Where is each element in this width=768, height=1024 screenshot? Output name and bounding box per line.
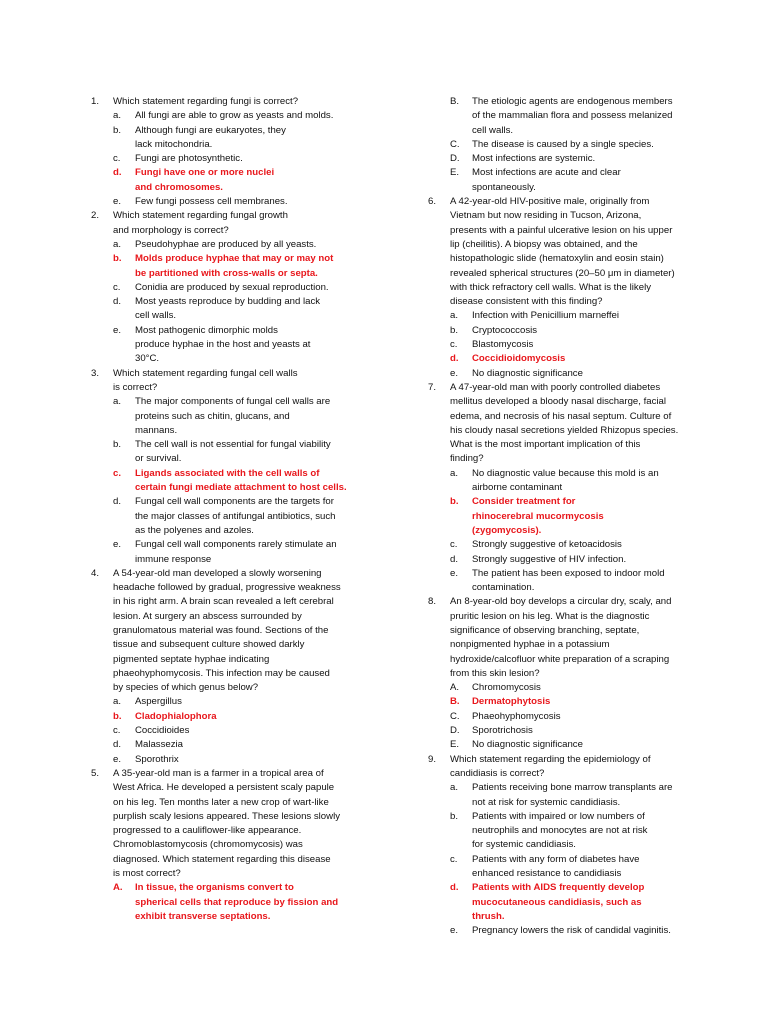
option-text: The cell wall is not essential for fungal viability or survival. xyxy=(135,439,331,465)
option-text: Chromomycosis xyxy=(472,682,541,694)
question-item xyxy=(91,95,359,209)
option-text: Fungal cell wall components are the targets for the major classes of antifungal antibiotics, such as the polyenes and azoles. xyxy=(135,496,336,536)
option-letter: c. xyxy=(113,467,122,479)
option-letter: e. xyxy=(450,925,459,937)
option-text: Fungi are photosynthetic. xyxy=(135,153,243,165)
option-text: Consider treatment for rhinocerebral mucormycosis (zygomycosis). xyxy=(472,496,604,536)
answer-option xyxy=(450,567,696,596)
answer-option xyxy=(450,553,696,567)
answer-option xyxy=(113,238,359,252)
answer-option-correct xyxy=(450,352,696,366)
answer-option-correct xyxy=(113,710,359,724)
answer-option xyxy=(450,781,696,810)
option-letter: b. xyxy=(113,253,122,265)
option-list xyxy=(450,95,696,195)
option-text: Aspergillus xyxy=(135,696,182,708)
option-text: The patient has been exposed to indoor mold contamination. xyxy=(472,567,665,594)
question-item xyxy=(428,95,696,195)
option-letter: a. xyxy=(113,696,122,708)
option-letter: a. xyxy=(113,238,122,250)
option-text: No diagnostic significance xyxy=(472,367,583,379)
option-letter: b. xyxy=(450,496,459,508)
answer-option xyxy=(113,753,359,767)
option-list xyxy=(450,467,696,596)
answer-option-correct xyxy=(113,166,359,195)
answer-option-correct xyxy=(450,881,696,924)
option-text: Most infections are acute and clear spontaneously. xyxy=(472,167,621,193)
option-list xyxy=(113,695,359,766)
question-item xyxy=(91,767,359,924)
option-text: Most infections are systemic. xyxy=(472,153,596,165)
option-text: Most yeasts reproduce by budding and lack cell walls. xyxy=(135,296,321,322)
answer-option-correct xyxy=(113,252,359,281)
option-letter: b. xyxy=(113,439,122,451)
answer-option xyxy=(113,395,359,438)
option-letter: C. xyxy=(450,138,460,150)
option-letter: C. xyxy=(450,710,460,722)
answer-option xyxy=(450,338,696,352)
option-text: Malassezia xyxy=(135,739,183,751)
question-item xyxy=(428,195,696,381)
option-letter: a. xyxy=(450,310,459,322)
option-list xyxy=(113,238,359,367)
option-text: Although fungi are eukaryotes, they lack mitochondria. xyxy=(135,124,286,150)
option-letter: e. xyxy=(113,196,122,208)
option-letter: B. xyxy=(450,96,460,107)
option-text: Cladophialophora xyxy=(135,710,217,722)
option-text: Sporotrichosis xyxy=(472,725,533,737)
option-letter: e. xyxy=(113,324,122,336)
question-number: 8. xyxy=(428,596,437,608)
option-list xyxy=(113,109,359,209)
answer-option xyxy=(450,710,696,724)
option-list xyxy=(450,781,696,938)
answer-option xyxy=(450,138,696,152)
question-number: 5. xyxy=(91,767,100,779)
option-list xyxy=(113,881,359,924)
option-letter: c. xyxy=(450,539,458,551)
option-text: Sporothrix xyxy=(135,753,179,765)
option-letter: a. xyxy=(450,782,459,794)
option-letter: D. xyxy=(450,153,460,165)
option-letter: a. xyxy=(450,467,459,479)
answer-option-correct xyxy=(113,467,359,496)
option-letter: E. xyxy=(450,739,460,751)
answer-option xyxy=(113,295,359,324)
question-number: 9. xyxy=(428,753,437,765)
answer-option xyxy=(113,124,359,153)
answer-option xyxy=(113,195,359,209)
option-letter: e. xyxy=(113,539,122,551)
option-text: No diagnostic value because this mold is an airborne contaminant xyxy=(472,467,659,494)
question-stem: Which statement regarding fungal cell walls is correct? xyxy=(113,367,298,393)
answer-option-correct xyxy=(450,495,696,538)
option-text: The major components of fungal cell walls are proteins such as chitin, glucans, and mannans. xyxy=(135,396,331,436)
question-stem: A 54-year-old man developed a slowly worsening headache followed by gradual, progressive weakness in his right arm. A brain scan revealed a left cerebral lesion. At surgery an abscess surrounded by granulomatous material was found. Sections of the tissue and subsequent culture showed darkly pigmented septate hyphae indicating phaeohyphomycosis. This infection may be caused by species of which genus below? xyxy=(113,567,341,694)
option-text: In tissue, the organisms convert to spherical cells that reproduce by fission and exhibit transverse septations. xyxy=(135,882,339,922)
question-item xyxy=(91,367,359,567)
answer-option xyxy=(113,109,359,123)
answer-option xyxy=(113,495,359,538)
answer-option xyxy=(113,738,359,752)
answer-option xyxy=(450,324,696,338)
question-number: 4. xyxy=(91,567,100,579)
question-item xyxy=(428,595,696,752)
option-letter: b. xyxy=(113,710,122,722)
answer-option xyxy=(450,367,696,381)
option-text: Infection with Penicillium marneffei xyxy=(472,310,619,322)
option-letter: d. xyxy=(113,496,122,508)
answer-option xyxy=(113,324,359,367)
option-letter: b. xyxy=(113,124,122,136)
option-letter: B. xyxy=(450,696,460,708)
option-text: Cryptococcosis xyxy=(472,324,538,336)
answer-option xyxy=(450,724,696,738)
right-column xyxy=(428,95,696,939)
option-letter: a. xyxy=(113,110,122,122)
option-letter: e. xyxy=(450,567,459,579)
option-list xyxy=(450,681,696,752)
option-text: Ligands associated with the cell walls of certain fungi mediate attachment to host cells. xyxy=(135,467,347,494)
option-text: Fungi have one or more nuclei and chromosomes. xyxy=(135,167,275,193)
option-text: Pregnancy lowers the risk of candidal vaginitis. xyxy=(472,925,671,937)
option-text: Most pathogenic dimorphic molds produce hyphae in the host and yeasts at 30°C. xyxy=(135,324,311,365)
question-number: 3. xyxy=(91,367,100,379)
answer-option xyxy=(450,853,696,882)
option-text: Patients receiving bone marrow transplants are not at risk for systemic candidiasis. xyxy=(472,782,673,808)
option-letter: A. xyxy=(113,882,123,894)
question-item xyxy=(428,381,696,595)
option-letter: E. xyxy=(450,167,460,179)
answer-option xyxy=(450,538,696,552)
answer-option xyxy=(450,924,696,938)
answer-option xyxy=(113,152,359,166)
option-text: Fungal cell wall components rarely stimulate an immune response xyxy=(135,539,337,565)
left-column xyxy=(91,95,359,924)
question-stem: A 47-year-old man with poorly controlled diabetes mellitus developed a bloody nasal discharge, facial edema, and necrosis of his nasal septum. Culture of his cloudy nasal secretions yielded Rhizopus species. What is the most important implication of this finding? xyxy=(450,381,679,465)
option-text: Few fungi possess cell membranes. xyxy=(135,196,288,208)
answer-option xyxy=(113,538,359,567)
question-stem: A 35-year-old man is a farmer in a tropical area of West Africa. He developed a persistent scaly papule on his leg. Ten months later a new crop of wart-like purplish scaly lesions appeared. These lesions slowly progressed to a cauliflower-like appearance. Chromoblastomycosis (chromomycosis) was diagnosed. Which statement regarding this disease is most correct? xyxy=(113,767,340,880)
option-letter: c. xyxy=(113,153,121,165)
option-letter: c. xyxy=(450,853,458,865)
question-stem: A 42-year-old HIV-positive male, originally from Vietnam but now residing in Tucson, Arizona, presents with a painful ulcerative lesion on his upper lip (cheilitis). A biopsy was obtained, and the histopathologic slide (hematoxylin and eosin stain) revealed spherical structures (20–50 μm in diameter) with thick refractory cell walls. What is the likely disease consistent with this finding? xyxy=(450,196,675,308)
option-letter: b. xyxy=(450,810,459,822)
answer-option xyxy=(450,681,696,695)
option-letter: d. xyxy=(113,739,122,751)
question-item xyxy=(428,753,696,939)
answer-option xyxy=(450,95,696,138)
option-letter: c. xyxy=(113,725,121,737)
option-text: Strongly suggestive of ketoacidosis xyxy=(472,539,622,551)
question-item xyxy=(91,567,359,767)
option-text: Patients with impaired or low numbers of neutrophils and monocytes are not at risk for systemic candidiasis. xyxy=(472,810,648,851)
option-text: Phaeohyphomycosis xyxy=(472,710,561,722)
option-text: Blastomycosis xyxy=(472,339,534,351)
option-text: Patients with any form of diabetes have enhanced resistance to candidiasis xyxy=(472,853,640,880)
option-letter: d. xyxy=(113,296,122,308)
option-text: Patients with AIDS frequently develop mucocutaneous candidiasis, such as thrush. xyxy=(472,882,645,922)
question-stem: An 8-year-old boy develops a circular dry, scaly, and pruritic lesion on his leg. What is the diagnostic significance of observing branching, septate, nonpigmented hyphae in a potassium hydroxide/calcofluor white preparation of a scraping from this skin lesion? xyxy=(450,596,672,679)
option-text: The etiologic agents are endogenous members of the mammalian flora and possess melanized cell walls. xyxy=(472,96,673,136)
option-letter: a. xyxy=(113,396,122,408)
option-text: All fungi are able to grow as yeasts and molds. xyxy=(135,110,334,122)
question-stem: Which statement regarding the epidemiology of candidiasis is correct? xyxy=(450,753,651,779)
answer-option-correct xyxy=(113,881,359,924)
option-letter: A. xyxy=(450,682,460,694)
option-letter: e. xyxy=(113,753,122,765)
option-letter: D. xyxy=(450,725,460,737)
answer-option xyxy=(450,738,696,752)
option-letter: e. xyxy=(450,367,459,379)
option-text: The disease is caused by a single species. xyxy=(472,138,654,150)
option-letter: b. xyxy=(450,324,459,336)
question-number: 1. xyxy=(91,96,100,107)
answer-option xyxy=(113,724,359,738)
question-stem: Which statement regarding fungal growth and morphology is correct? xyxy=(113,210,288,236)
option-letter: d. xyxy=(450,353,459,365)
answer-option xyxy=(450,810,696,853)
question-number: 7. xyxy=(428,381,437,393)
option-text: Coccidioides xyxy=(135,725,190,737)
answer-option xyxy=(450,467,696,496)
question-stem: Which statement regarding fungi is correct? xyxy=(113,96,299,107)
option-text: Pseudohyphae are produced by all yeasts. xyxy=(135,238,317,250)
option-letter: d. xyxy=(450,882,459,894)
question-number: 2. xyxy=(91,210,100,222)
option-text: Coccidioidomycosis xyxy=(472,353,566,365)
option-list xyxy=(450,309,696,380)
option-text: Conidia are produced by sexual reproduction. xyxy=(135,281,329,293)
option-letter: c. xyxy=(450,339,458,351)
option-letter: c. xyxy=(113,281,121,293)
answer-option xyxy=(113,281,359,295)
answer-option xyxy=(113,695,359,709)
option-text: Dermatophytosis xyxy=(472,696,551,708)
answer-option xyxy=(450,166,696,195)
answer-option xyxy=(113,438,359,467)
question-number: 6. xyxy=(428,196,437,208)
answer-option xyxy=(450,152,696,166)
option-text: Strongly suggestive of HIV infection. xyxy=(472,553,627,565)
option-text: No diagnostic significance xyxy=(472,739,583,751)
option-list xyxy=(113,395,359,567)
option-letter: d. xyxy=(450,553,459,565)
answer-option-correct xyxy=(450,695,696,709)
option-text: Molds produce hyphae that may or may not be partitioned with cross-walls or septa. xyxy=(135,253,334,279)
question-item xyxy=(91,209,359,366)
answer-option xyxy=(450,309,696,323)
option-letter: d. xyxy=(113,167,122,179)
